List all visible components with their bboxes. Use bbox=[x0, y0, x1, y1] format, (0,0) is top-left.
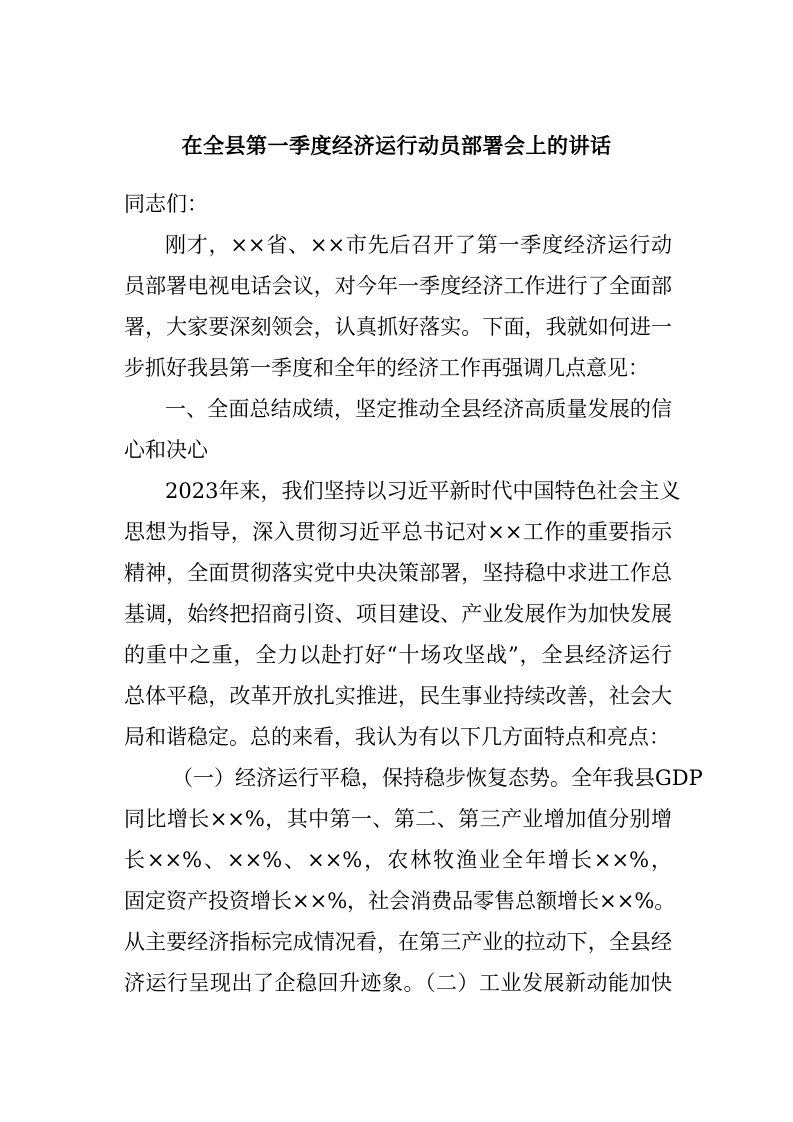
paragraph-line: 步抓好我县第一季度和全年的经济工作再强调几点意见： bbox=[124, 356, 649, 380]
section-heading-line: 一、全面总结成绩，坚定推动全县经济高质量发展的信 bbox=[165, 397, 672, 421]
paragraph-line: 的重中之重，全力以赴打好“十场攻坚战”，全县经济运行 bbox=[124, 643, 672, 667]
paragraph-line: 济运行呈现出了企稳回升迹象。（二）工业发展新动能加快 bbox=[124, 971, 672, 995]
paragraph-line: 长××%、××%、××%，农林牧渔业全年增长××%， bbox=[124, 848, 672, 872]
document-title: 在全县第一季度经济运行动员部署会上的讲话 bbox=[181, 133, 612, 158]
paragraph-line: 总体平稳，改革开放扎实推进，民生事业持续改善，社会大 bbox=[124, 684, 672, 708]
paragraph-line: （一）经济运行平稳，保持稳步恢复态势。全年我县GDP bbox=[172, 766, 703, 790]
salutation: 同志们： bbox=[124, 192, 208, 216]
paragraph-line: 2023年来，我们坚持以习近平新时代中国特色社会主义 bbox=[165, 479, 681, 503]
paragraph-line: 同比增长××%，其中第一、第二、第三产业增加值分别增 bbox=[124, 807, 672, 831]
paragraph-line: 员部署电视电话会议，对今年一季度经济工作进行了全面部 bbox=[124, 274, 672, 298]
paragraph-line: 固定资产投资增长××%，社会消费品零售总额增长××%。 bbox=[124, 889, 676, 913]
paragraph-line: 精神，全面贯彻落实党中央决策部署，坚持稳中求进工作总 bbox=[124, 561, 672, 585]
paragraph-line: 从主要经济指标完成情况看，在第三产业的拉动下，全县经 bbox=[124, 930, 672, 954]
paragraph-line: 刚才，××省、××市先后召开了第一季度经济运行动 bbox=[165, 233, 672, 257]
paragraph-line: 思想为指导，深入贯彻习近平总书记对××工作的重要指示 bbox=[124, 520, 672, 544]
section-heading-line: 心和决心 bbox=[124, 438, 208, 462]
paragraph-line: 局和谐稳定。总的来看，我认为有以下几方面特点和亮点： bbox=[124, 725, 670, 749]
paragraph-line: 署，大家要深刻领会，认真抓好落实。下面，我就如何进一 bbox=[124, 315, 672, 339]
paragraph-line: 基调，始终把招商引资、项目建设、产业发展作为加快发展 bbox=[124, 602, 672, 626]
